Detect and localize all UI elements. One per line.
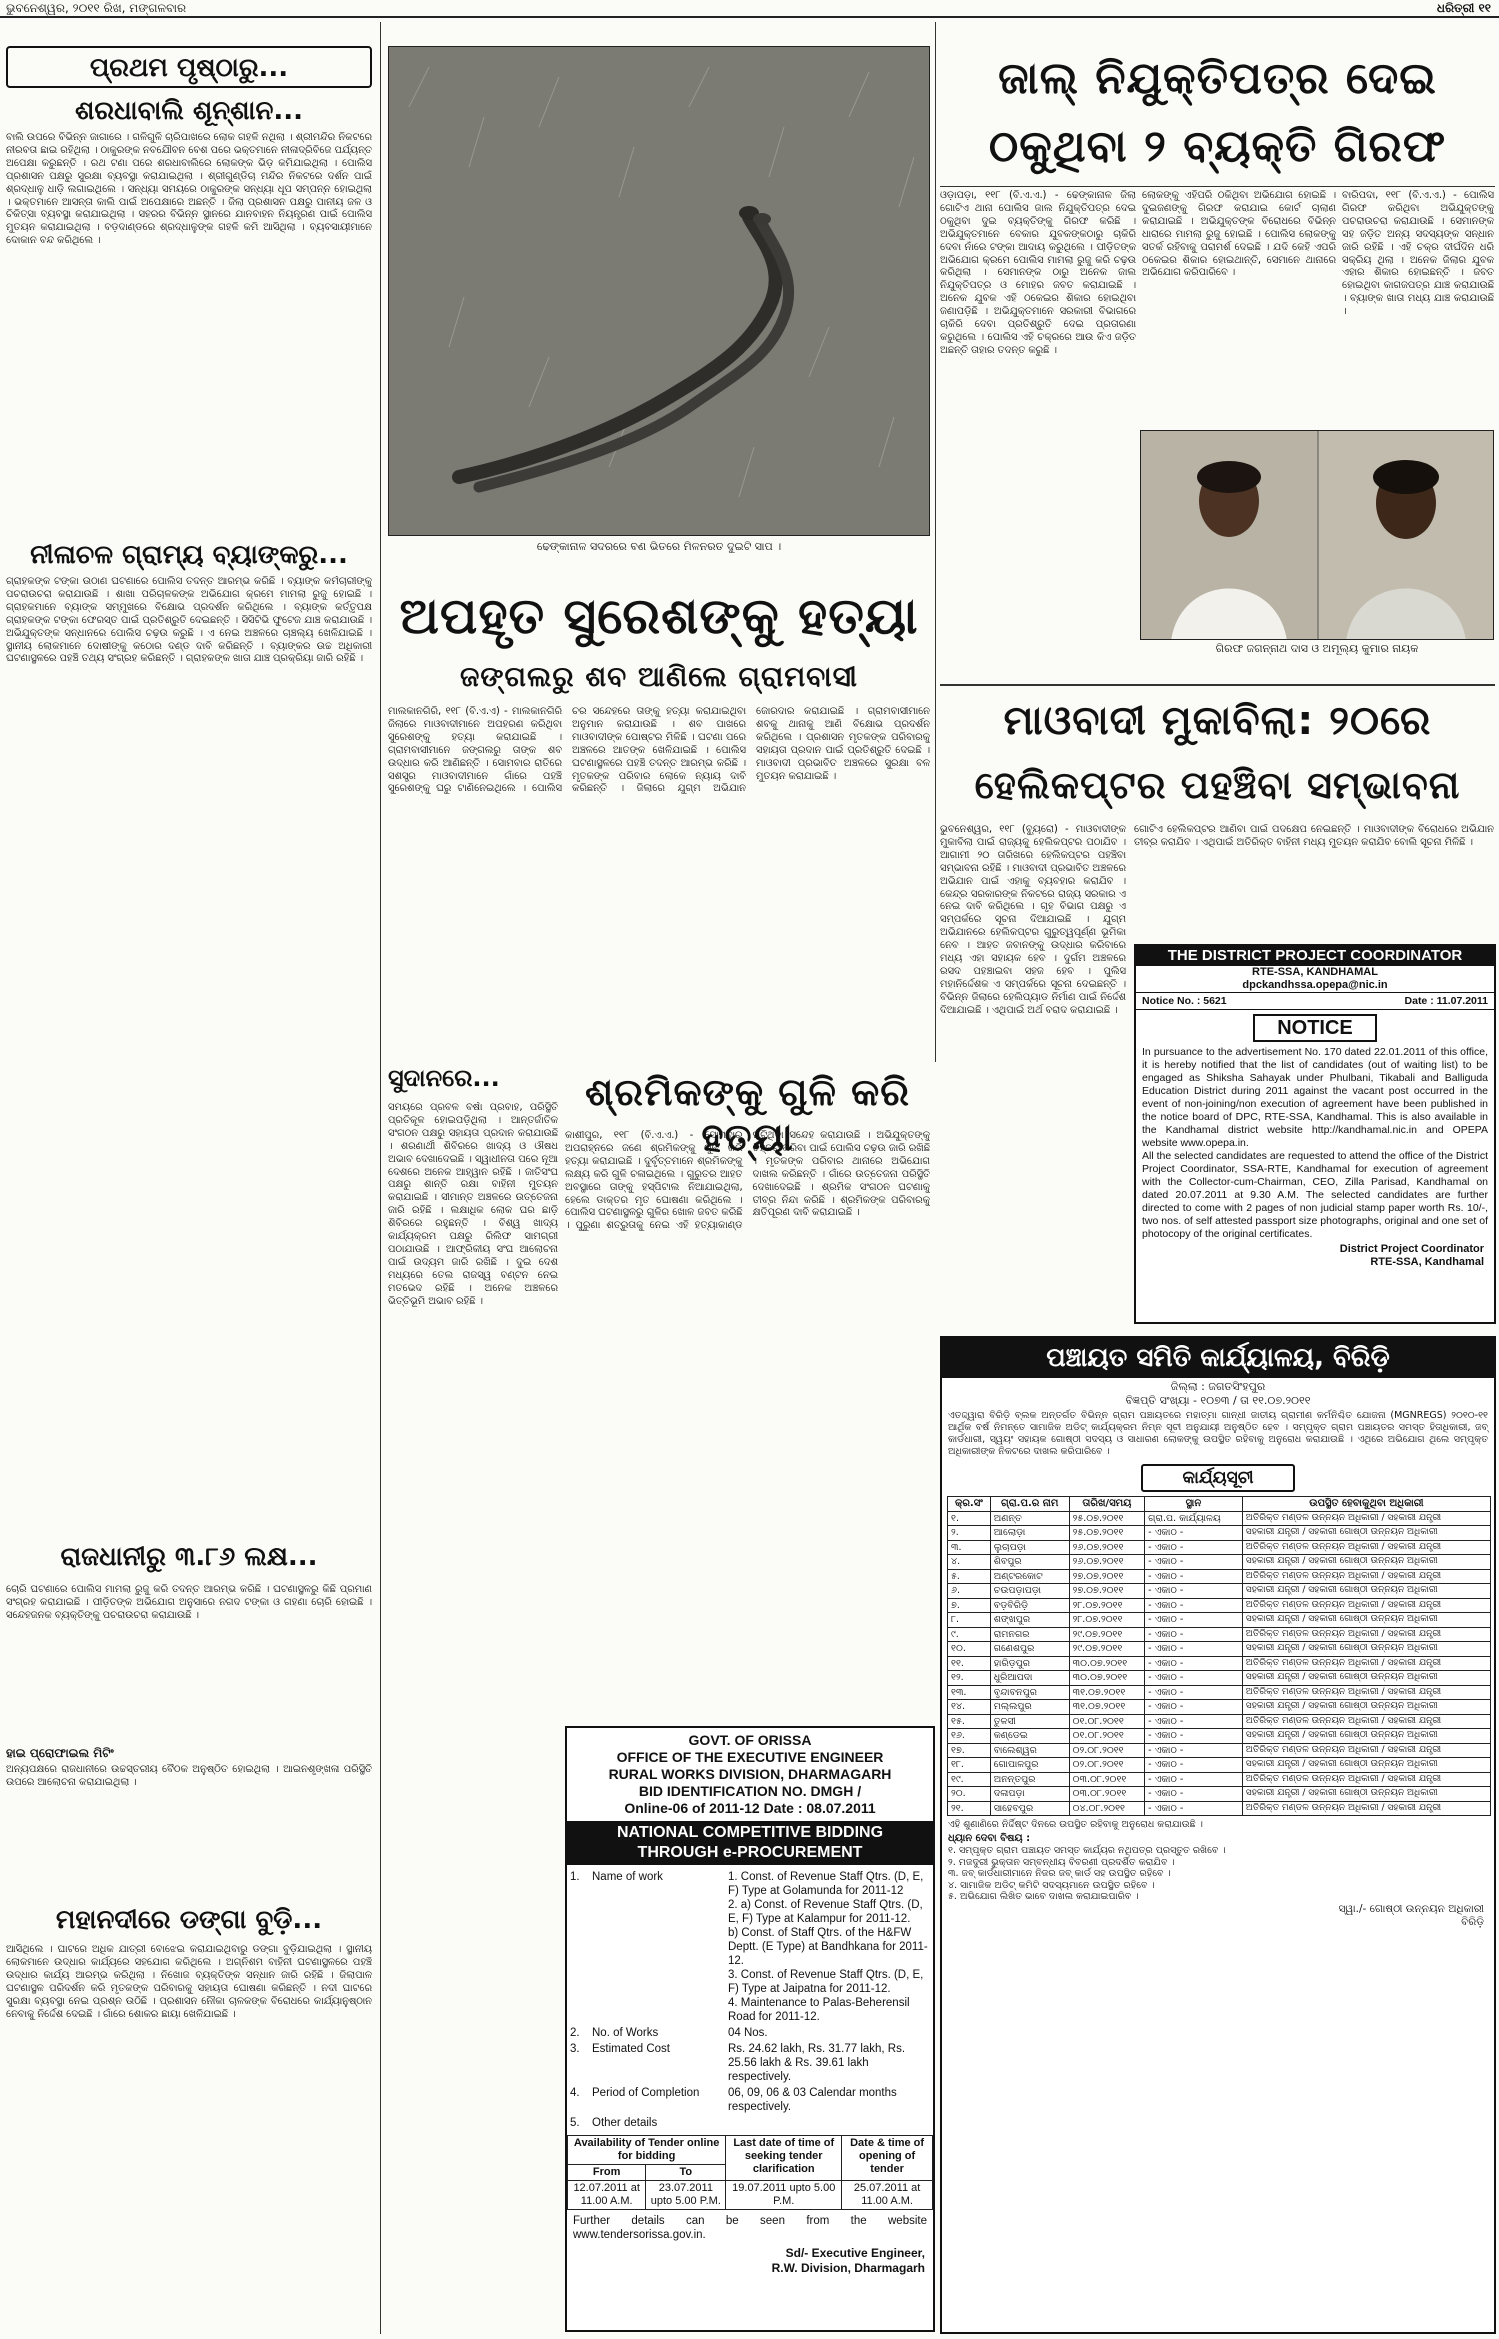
schedule-cell-dt: ୩୦.୦୭.୨୦୧୧	[1069, 1671, 1145, 1686]
section-title: ପ୍ରଥମ ପୃଷ୍ଠାରୁ...	[6, 46, 372, 88]
note-item: ୩. ଜବ୍ କାର୍ଡଧାରୀମାନେ ନିଜର ଜବ୍ କାର୍ଡ ସହ ଉପସ୍ଥିତ ରହିବେ ।	[948, 1868, 1171, 1879]
schedule-cell-place: - ଏକାଠ -	[1145, 1700, 1243, 1715]
schedule-cell-gp: ଶଙ୍ଖପୁର	[990, 1613, 1069, 1628]
schedule-header: ଗ୍ରା.ପ.ର ନାମ	[990, 1497, 1069, 1512]
tender-row-label: Period of Completion	[592, 2087, 700, 2099]
tender-govt: GOVT. OF ORISSA	[688, 1732, 812, 1748]
schedule-cell-place: - ଏକାଠ -	[1145, 1743, 1243, 1758]
notice-place: RTE-SSA, KANDHAMAL	[1252, 966, 1378, 978]
schedule-cell-gp: ଧୁରିଆପଦା	[990, 1671, 1069, 1686]
tender-row-label: Estimated Cost	[592, 2043, 670, 2055]
arrest-photo	[1140, 430, 1494, 640]
schedule-cell-n: ୧୬.	[948, 1729, 991, 1744]
schedule-cell-dt: ୨୬.୦୭.୨୦୧୧	[1069, 1555, 1145, 1570]
schedule-cell-place: - ଏକାଠ -	[1145, 1526, 1243, 1541]
schedule-cell-dt: ୦୪.୦୮.୨୦୧୧	[1069, 1801, 1145, 1816]
to-head: To	[646, 2165, 726, 2181]
schedule-cell-n: ୨.	[948, 1526, 991, 1541]
schedule-cell-off: ସହକାରୀ ଯନ୍ତ୍ରୀ / ସହକାରୀ ଗୋଷ୍ଠୀ ଉନ୍ନୟନ ଅଧିକାରୀ	[1242, 1555, 1490, 1570]
story-body: ଗ୍ରାହକଙ୍କ ଟଙ୍କା ଉଠାଣ ଘଟଣାରେ ପୋଲିସ ତଦନ୍ତ ଆରମ୍ଭ କରିଛି । ବ୍ୟାଙ୍କ କର୍ମଚାରୀଙ୍କୁ ପଚରାଉଚରା କରାଯାଉଛି । ଶାଖା ପରିଚାଳକଙ୍କ ଅଭିଯୋଗ କ୍ରମେ ମାମଲା ରୁଜୁ ହୋଇଛି । ଗ୍ରାହକମାନେ ବ୍ୟାଙ୍କ ସମ୍ମୁଖରେ ବିକ୍ଷୋଭ ପ୍ରଦର୍ଶନ କରିଥିଲେ । ବ୍ୟାଙ୍କ କର୍ତ୍ତୃପକ୍ଷ ଗ୍ରାହକଙ୍କ ଟଙ୍କା ଫେରସ୍ତ ପାଇଁ ପ୍ରତିଶ୍ରୁତି ଦେଇଛନ୍ତି । ସିସିଟିଭି ଫୁଟେଜ ଯାଞ୍ଚ କରାଯାଉଛି । ଅଭିଯୁକ୍ତଙ୍କ ସନ୍ଧାନରେ ପୋଲିସ ଚଢ଼ଉ କରୁଛି । ଏ ନେଇ ଅଞ୍ଚଳରେ ଚାଞ୍ଚଲ୍ୟ ଖେଳିଯାଇଛି । ସ୍ଥାନୀୟ ଲୋକମାନେ ଦୋଷୀଙ୍କୁ କଠୋର ଦଣ୍ଡ ଦାବି କରିଛନ୍ତି । ବ୍ୟାଙ୍କର ଉଚ୍ଚ ଅଧିକାରୀ ଘଟଣାସ୍ଥଳରେ ପହଞ୍ଚି ତଥ୍ୟ ସଂଗ୍ରହ କରିଛନ୍ତି । ଗ୍ରାହକଙ୍କ ଖାତା ଯାଞ୍ଚ ପ୍ରକ୍ରିୟା ଜାରି ରହିଛି ।	[6, 576, 372, 665]
tender-office: OFFICE OF THE EXECUTIVE ENGINEER	[616, 1749, 884, 1765]
arrest-photo-caption: ଗିରଫ ଜଗନ୍ନାଥ ଦାସ ଓ ଅମୂଲ୍ୟ କୁମାର ନାୟକ	[1215, 642, 1419, 655]
panchayat-notice	[940, 1336, 1496, 2334]
schedule-cell-place: - ଏକାଠ -	[1145, 1656, 1243, 1671]
schedule-cell-dt: ୨୮.୦୭.୨୦୧୧	[1069, 1598, 1145, 1613]
schedule-cell-dt: ୩୧.୦୭.୨୦୧୧	[1069, 1700, 1145, 1715]
right-headline-2: ଠକୁଥିବା ୨ ବ୍ୟକ୍ତି ଗିରଫ	[988, 121, 1447, 172]
schedule-cell-n: ୧୪.	[948, 1700, 991, 1715]
schedule-cell-place: - ଏକାଠ -	[1145, 1772, 1243, 1787]
schedule-cell-n: ୩.	[948, 1540, 991, 1555]
schedule-row	[948, 1555, 1491, 1570]
schedule-cell-n: ୨୧.	[948, 1801, 991, 1816]
schedule-cell-gp: ଶିବପୁର	[990, 1555, 1069, 1570]
notice-title: NOTICE	[1253, 1014, 1377, 1042]
schedule-cell-off: ଅତିରିକ୍ତ ମଣ୍ଡଳ ଉନ୍ନୟନ ଅଧିକାରୀ / ସହକାରୀ ଯନ୍ତ୍ରୀ	[1242, 1685, 1490, 1700]
open-value: 25.07.2011 at 11.00 A.M.	[842, 2181, 933, 2210]
schedule-cell-gp: ତୁଳସୀ	[990, 1714, 1069, 1729]
lead-headline: ଅପହୃତ ସୁରେଶଙ୍କୁ ହତ୍ୟା	[399, 587, 919, 645]
from-value: 12.07.2011 at 11.00 A.M.	[568, 2181, 646, 2210]
maoist-body-2: ଗୋଟିଏ ହେଲିକପ୍ଟର ଆଣିବା ପାଇଁ ପଦକ୍ଷେପ ନେଇଛନ୍ତି । ମାଓବାଦୀଙ୍କ ବିରୋଧରେ ଅଭିଯାନ ତୀବ୍ର କରାଯିବ । ଏଥିପାଇଁ ଅତିରିକ୍ତ ବାହିନୀ ମଧ୍ୟ ମୁତୟନ କରାଯିବ ବୋଲି ସୂଚନା ମିଳିଛି ।	[1134, 824, 1494, 848]
schedule-header: କ୍ର.ସଂ	[948, 1497, 991, 1512]
schedule-cell-off: ସହକାରୀ ଯନ୍ତ୍ରୀ / ସହକାରୀ ଗୋଷ୍ଠୀ ଉନ୍ନୟନ ଅଧିକାରୀ	[1242, 1729, 1490, 1744]
tender-bid-id: BID IDENTIFICATION NO. DMGH /	[638, 1783, 862, 1799]
schedule-cell-n: ୧୩.	[948, 1685, 991, 1700]
notice-number: Notice No. : 5621	[1142, 995, 1227, 1007]
dpc-notice	[1134, 944, 1496, 1324]
schedule-title: କାର୍ଯ୍ୟସୂଚୀ	[1141, 1464, 1295, 1492]
snake-photo	[388, 46, 930, 536]
schedule-cell-gp: ରାମନଗର	[990, 1627, 1069, 1642]
schedule-cell-n: ୬.	[948, 1584, 991, 1599]
tender-row	[567, 1869, 933, 2025]
schedule-cell-n: ୮.	[948, 1613, 991, 1628]
schedule-cell-place: - ଏକାଠ -	[1145, 1584, 1243, 1599]
tender-row-value: Rs. 24.62 lakh, Rs. 31.77 lakh, Rs. 25.56 lakh & Rs. 39.61 lakh respectively.	[728, 2043, 906, 2083]
schedule-cell-n: ୧୮.	[948, 1758, 991, 1773]
schedule-cell-off: ସହକାରୀ ଯନ୍ତ୍ରୀ / ସହକାରୀ ଗୋଷ୍ଠୀ ଉନ୍ନୟନ ଅଧିକାରୀ	[1242, 1787, 1490, 1802]
panchayat-ref: ବିଜ୍ଞପ୍ତି ସଂଖ୍ୟା - ୧୦୭୩ / ତା ୧୧.୦୭.୨୦୧୧	[1125, 1394, 1311, 1407]
portrait-illustration	[1141, 431, 1494, 640]
schedule-cell-n: ୫.	[948, 1569, 991, 1584]
sub-story-body: ସମୟରେ ପ୍ରବଳ ବର୍ଷା ପ୍ରବାହ, ପରିସ୍ଥିତି ପ୍ରତିକୂଳ ହୋଇପଡ଼ିଥିଲା । ଆନ୍ତର୍ଜାତିକ ସଂଗଠନ ପକ୍ଷରୁ ସହାୟତା ପ୍ରଦାନ କରାଯାଉଛି । ଶରଣାର୍ଥୀ ଶିବିରରେ ଖାଦ୍ୟ ଓ ଔଷଧ ଅଭାବ ଦେଖାଦେଇଛି । ସ୍ୱାଧୀନତା ପରେ ନୂଆ ଦେଶରେ ଅନେକ ଆହ୍ୱାନ ରହିଛି । ଜାତିସଂଘ ପକ୍ଷରୁ ଶାନ୍ତି ରକ୍ଷା ବାହିନୀ ମୁତୟନ କରାଯାଇଛି । ସୀମାନ୍ତ ଅଞ୍ଚଳରେ ଉତ୍ତେଜନା ଜାରି ରହିଛି । ଲକ୍ଷାଧିକ ଲୋକ ଘର ଛାଡ଼ି ଶିବିରରେ ରହୁଛନ୍ତି । ବିଶ୍ୱ ଖାଦ୍ୟ କାର୍ଯ୍ୟକ୍ରମ ପକ୍ଷରୁ ରିଲିଫ ସାମଗ୍ରୀ ପଠାଯାଉଛି । ଆଫ୍ରିକୀୟ ସଂଘ ଆଲୋଚନା ପାଇଁ ଉଦ୍ୟମ ଜାରି ରଖିଛି । ଦୁଇ ଦେଶ ମଧ୍ୟରେ ତେଲ ରାଜସ୍ୱ ବଣ୍ଟନ ନେଇ ମତଭେଦ ରହିଛି । ଅନେକ ଅଞ୍ଚଳରେ ଭିତ୍ତିଭୂମି ଅଭାବ ରହିଛି ।	[388, 1102, 558, 1307]
schedule-cell-n: ୭.	[948, 1598, 991, 1613]
schedule-cell-gp: ସାହେବପୁର	[990, 1801, 1069, 1816]
tender-division: RURAL WORKS DIVISION, DHARMAGARH	[608, 1766, 892, 1782]
schedule-cell-off: ସହକାରୀ ଯନ୍ତ୍ରୀ / ସହକାରୀ ଗୋଷ୍ଠୀ ଉନ୍ନୟନ ଅଧିକାରୀ	[1242, 1671, 1490, 1686]
maoist-headline-1: ମାଓବାଦୀ ମୁକାବିଲା: ୨୦ରେ	[1003, 698, 1432, 744]
schedule-cell-dt: ୨୯.୦୭.୨୦୧୧	[1069, 1642, 1145, 1657]
schedule-table	[947, 1496, 1491, 1816]
right-story-body-2: ଲୋକଙ୍କୁ ଏହିପରି ଠକିଥିବା ଅଭିଯୋଗ ହୋଇଛି । ଦୁଇଜଣଙ୍କୁ ଗିରଫ କରାଯାଇ କୋର୍ଟ ଚାଲାଣ କରାଯାଇଛି । ଅଭିଯୁକ୍ତଙ୍କ ବିରୋଧରେ ବିଭିନ୍ନ ଧାରାରେ ମାମଲା ରୁଜୁ ହୋଇଛି । ପୋଲିସ ଲୋକଙ୍କୁ ସତର୍କ ରହିବାକୁ ପରାମର୍ଶ ଦେଇଛି । ଯଦି କେହି ଏପରି ଠକେଇର ଶିକାର ହୋଇଥାନ୍ତି, ସେମାନେ ଥାନାରେ ଅଭିଯୋଗ କରିପାରିବେ ।	[1142, 190, 1336, 279]
from-head: From	[568, 2165, 646, 2181]
schedule-cell-place: - ଏକାଠ -	[1145, 1787, 1243, 1802]
story-title: ନୀଳାଚଳ ଗ୍ରାମ୍ୟ ବ୍ୟାଙ୍କରୁ...	[30, 540, 348, 570]
schedule-cell-n: ୧.	[948, 1511, 991, 1526]
right-story-body: ଓଡ଼ାପଡ଼ା, ୧୧୮ (ବି.ଏ.ଏ.) - ଢେଙ୍କାନାଳ ଜିଲା ଗୋଟିଏ ଥାନା ପୋଲିସ ଜାଲ ନିଯୁକ୍ତିପତ୍ର ଦେଇ ଠକୁଥିବା ଦୁଇ ବ୍ୟକ୍ତିଙ୍କୁ ଗିରଫ କରିଛି । ଅଭିଯୁକ୍ତମାନେ ବେକାର ଯୁବକଙ୍କଠାରୁ ଚାକିରି ଦେବା ନାଁରେ ଟଙ୍କା ଆଦାୟ କରୁଥିଲେ । ପୀଡ଼ିତଙ୍କ ଅଭିଯୋଗ କ୍ରମେ ପୋଲିସ ମାମଲା ରୁଜୁ କରି ଚଢ଼ଉ କରିଥିଲା । ସେମାନଙ୍କ ଠାରୁ ଅନେକ ଜାଲ ନିଯୁକ୍ତିପତ୍ର ଓ ମୋହର ଜବତ କରାଯାଇଛି । ଅନେକ ଯୁବକ ଏହି ଠକେଇର ଶିକାର ହୋଇଥିବା ଜଣାପଡ଼ିଛି । ଅଭିଯୁକ୍ତମାନେ ସରକାରୀ ବିଭାଗରେ ଚାକିରି ଦେବା ପ୍ରତିଶ୍ରୁତି ଦେଇ ପ୍ରତାରଣା କରୁଥିଲେ । ପୋଲିସ ଏହି ଚକ୍ରରେ ଆଉ କିଏ ଜଡ଼ିତ ଅଛନ୍ତି ତାହାର ତଦନ୍ତ କରୁଛି ।	[940, 190, 1136, 356]
schedule-cell-dt: ୩୦.୦୭.୨୦୧୧	[1069, 1656, 1145, 1671]
schedule-cell-dt: ୨୯.୦୭.୨୦୧୧	[1069, 1627, 1145, 1642]
schedule-row	[948, 1685, 1491, 1700]
schedule-cell-off: ଅତିରିକ୍ତ ମଣ୍ଡଳ ଉନ୍ନୟନ ଅଧିକାରୀ / ସହକାରୀ ଯନ୍ତ୍ରୀ	[1242, 1772, 1490, 1787]
divider	[940, 684, 1495, 686]
schedule-header: ତାରିଖ/ସମୟ	[1069, 1497, 1145, 1512]
schedule-cell-off: ଅତିରିକ୍ତ ମଣ୍ଡଳ ଉନ୍ନୟନ ଅଧିକାରୀ / ସହକାରୀ ଯନ୍ତ୍ରୀ	[1242, 1569, 1490, 1584]
tender-row-num: 5.	[570, 2117, 580, 2129]
masthead	[0, 0, 1499, 18]
story-body: ବାଲି ଉପରେ ବିଭିନ୍ନ ଜାଗାରେ । ଗଳିଗୁଳି ଚାରିପାଖରେ ଲୋକ ଗହଳି ନଥିଲା । ଶ୍ରୀମନ୍ଦିର ନିକଟରେ ନୀରବତା ଛାଇ ରହିଥିଲା । ଠାକୁରଙ୍କ ନବଯୌବନ ବେଶ ପରେ ଭକ୍ତମାନେ ନୀଳାଦ୍ରିବିଜେ ପର୍ଯ୍ୟନ୍ତ ଅପେକ୍ଷା କରୁଛନ୍ତି । ରଥ ଟଣା ପରେ ଶରଧାବାଲିରେ ଲୋକଙ୍କ ଭିଡ଼ କମିଯାଇଥିଲା । ପୋଲିସ ପ୍ରଶାସନ ପକ୍ଷରୁ ସୁରକ୍ଷା ବ୍ୟବସ୍ଥା କରାଯାଇଥିଲା । ଶ୍ରୀଗୁଣ୍ଡିଚା ମନ୍ଦିର ନିକଟରେ ଦର୍ଶନ ପାଇଁ ଶ୍ରଦ୍ଧାଳୁ ଧାଡ଼ି ଲଗାଇଥିଲେ । ସନ୍ଧ୍ୟା ସମୟରେ ଠାକୁରଙ୍କ ସନ୍ଧ୍ୟା ଧୂପ ସମ୍ପନ୍ନ ହୋଇଥିଲା । ଭକ୍ତମାନେ ଆସନ୍ତା କାଲି ପାଇଁ ଅପେକ୍ଷାରେ ଅଛନ୍ତି । ଜିଲା ପ୍ରଶାସନ ପକ୍ଷରୁ ପାନୀୟ ଜଳ ଓ ଚିକିତ୍ସା ବ୍ୟବସ୍ଥା କରାଯାଇଥିଲା । ସହରର ବିଭିନ୍ନ ସ୍ଥାନରେ ଯାନବାହନ ନିୟନ୍ତ୍ରଣ ପାଇଁ ପୋଲିସ ମୁତୟନ କରାଯାଇଥିଲା । ବଡ଼ଦାଣ୍ଡରେ ଶ୍ରଦ୍ଧାଳୁଙ୍କ ଗହଳି କମି ଆସିଥିଲା । ବ୍ୟବସାୟୀମାନେ ଦୋକାନ ବନ୍ଦ କରିଥିଲେ ।	[6, 132, 372, 247]
schedule-row	[948, 1671, 1491, 1686]
page-number: ଧରିତ୍ରୀ ୧୧	[1436, 1, 1491, 15]
note-item: ୫. ଅଭିଯୋଗ ଲିଖିତ ଭାବେ ଦାଖଲ କରାଯାଇପାରିବ ।	[948, 1891, 1139, 1902]
tender-row-value: 04 Nos.	[728, 2027, 768, 2039]
story-body: ଆସିଥିଲେ । ଘାଟରେ ଅଧିକ ଯାତ୍ରୀ ବୋଝେଇ କରାଯାଇଥିବାରୁ ଡଙ୍ଗା ବୁଡ଼ିଯାଇଥିଲା । ସ୍ଥାନୀୟ ଲୋକମାନେ ଉଦ୍ଧାର କାର୍ଯ୍ୟରେ ସହଯୋଗ କରିଥିଲେ । ଅଗ୍ନିଶମ ବାହିନୀ ଘଟଣାସ୍ଥଳରେ ପହଞ୍ଚି ଉଦ୍ଧାର କାର୍ଯ୍ୟ ଆରମ୍ଭ କରିଥିଲା । ନିଖୋଜ ବ୍ୟକ୍ତିଙ୍କ ସନ୍ଧାନ ଜାରି ରହିଛି । ଜିଲାପାଳ ଘଟଣାସ୍ଥଳ ପରିଦର୍ଶନ କରି ମୃତକଙ୍କ ପରିବାରକୁ ସହାୟତା ଘୋଷଣା କରିଛନ୍ତି । ନଦୀ ଘାଟରେ ସୁରକ୍ଷା ବ୍ୟବସ୍ଥା ନେଇ ପ୍ରଶ୍ନ ଉଠିଛି । ପ୍ରଶାସନ ନୌକା ଚାଳକଙ୍କ ବିରୋଧରେ କାର୍ଯ୍ୟାନୁଷ୍ଠାନ ନେବାକୁ ନିର୍ଦ୍ଦେଶ ଦେଇଛି । ଗାଁରେ ଶୋକର ଛାୟା ଖେଳିଯାଇଛି ।	[6, 1944, 372, 2020]
schedule-cell-place: - ଏକାଠ -	[1145, 1801, 1243, 1816]
schedule-cell-place: - ଏକାଠ -	[1145, 1598, 1243, 1613]
schedule-cell-place: - ଏକାଠ -	[1145, 1613, 1243, 1628]
schedule-row	[948, 1743, 1491, 1758]
snake-illustration	[389, 47, 930, 536]
maoist-body: ଭୁବନେଶ୍ୱର, ୧୧୮ (ବ୍ୟୁରୋ) - ମାଓବାଦୀଙ୍କ ମୁକାବିଲା ପାଇଁ ରାଜ୍ୟକୁ ହେଲିକପ୍ଟର ପଠାଯିବ । ଆଗାମୀ ୨୦ ତାରିଖରେ ହେଲିକପ୍ଟର ପହଞ୍ଚିବା ସମ୍ଭାବନା ରହିଛି । ମାଓବାଦୀ ପ୍ରଭାବିତ ଅଞ୍ଚଳରେ ଅଭିଯାନ ପାଇଁ ଏହାକୁ ବ୍ୟବହାର କରାଯିବ । କେନ୍ଦ୍ର ସରକାରଙ୍କ ନିକଟରେ ରାଜ୍ୟ ସରକାର ଏ ନେଇ ଦାବି କରିଥିଲେ । ଗୃହ ବିଭାଗ ପକ୍ଷରୁ ଏ ସମ୍ପର୍କରେ ସୂଚନା ଦିଆଯାଇଛି । ଯୁଗ୍ମ ଅଭିଯାନରେ ହେଲିକପ୍ଟର ଗୁରୁତ୍ୱପୂର୍ଣ୍ଣ ଭୂମିକା ନେବ । ଆହତ ଜବାନଙ୍କୁ ଉଦ୍ଧାର କରିବାରେ ମଧ୍ୟ ଏହା ସହାୟକ ହେବ । ଦୁର୍ଗମ ଅଞ୍ଚଳରେ ରସଦ ପହଞ୍ଚାଇବା ସହଜ ହେବ । ପୁଲିସ ମହାନିର୍ଦ୍ଦେଶକ ଏ ସମ୍ପର୍କରେ ସୂଚନା ଦେଇଛନ୍ତି । ବିଭିନ୍ନ ଜିଲାରେ ହେଲିପ୍ୟାଡ ନିର୍ମାଣ ପାଇଁ ନିର୍ଦ୍ଦେଶ ଦିଆଯାଇଛି । ଏଥିପାଇଁ ଅର୍ଥ ବରାଦ କରାଯାଇଛି ।	[940, 824, 1126, 1016]
schedule-cell-place: - ଏକାଠ -	[1145, 1569, 1243, 1584]
schedule-cell-dt: ୦୨.୦୮.୨୦୧୧	[1069, 1743, 1145, 1758]
schedule-row	[948, 1598, 1491, 1613]
tender-sign-1: Sd/- Executive Engineer,	[785, 2246, 925, 2260]
schedule-cell-place: - ଏକାଠ -	[1145, 1671, 1243, 1686]
schedule-cell-dt: ୨୫.୦୭.୨୦୧୧	[1069, 1526, 1145, 1541]
column-rule	[935, 22, 936, 1062]
schedule-cell-gp: ଗଣେଶପୁର	[990, 1642, 1069, 1657]
notes-list	[942, 1845, 1494, 1903]
schedule-cell-place: - ଏକାଠ -	[1145, 1627, 1243, 1642]
schedule-cell-dt: ୨୫.୦୭.୨୦୧୧	[1069, 1511, 1145, 1526]
schedule-row	[948, 1540, 1491, 1555]
schedule-cell-off: ସହକାରୀ ଯନ୍ତ୍ରୀ / ସହକାରୀ ଗୋଷ୍ଠୀ ଉନ୍ନୟନ ଅଧିକାରୀ	[1242, 1613, 1490, 1628]
schedule-row	[948, 1714, 1491, 1729]
schedule-cell-n: ୧୫.	[948, 1714, 991, 1729]
schedule-cell-dt: ୨୬.୦୭.୨୦୧୧	[1069, 1540, 1145, 1555]
schedule-cell-gp: ମଲ୍ଲପୁର	[990, 1700, 1069, 1715]
schedule-cell-n: ୧୦.	[948, 1642, 991, 1657]
schedule-cell-gp: କଣ୍ଡେଇ	[990, 1729, 1069, 1744]
panchayat-footnote: ଏହି ଶୁଣାଣିରେ ନିର୍ଦ୍ଦିଷ୍ଟ ଦିନରେ ଉପସ୍ଥିତ ରହିବାକୁ ଅନୁରୋଧ କରାଯାଉଛି ।	[948, 1819, 1203, 1830]
panchayat-sign-2: ବିରିଡ଼ି	[1461, 1915, 1484, 1928]
column-rule	[380, 22, 381, 2334]
tender-online: Online-06 of 2011-12 Date : 08.07.2011	[624, 1800, 876, 1816]
story-title: ମହାନଦୀରେ ଡଙ୍ଗା ବୁଡ଼ି...	[55, 1905, 323, 1935]
tender-details-table	[567, 1869, 933, 2131]
right-headline-1: ଜାଲ୍ ନିଯୁକ୍ତିପତ୍ର ଦେଇ	[998, 53, 1437, 104]
schedule-cell-n: ୧୧.	[948, 1656, 991, 1671]
avail-head: Availability of Tender online for bidding	[568, 2136, 726, 2165]
schedule-cell-dt: ୦୩.୦୮.୨୦୧୧	[1069, 1772, 1145, 1787]
schedule-cell-place: - ଏକାଠ -	[1145, 1555, 1243, 1570]
notice-date: Date : 11.07.2011	[1404, 995, 1488, 1007]
schedule-cell-gp: ବଡ଼ବିରିଡ଼ି	[990, 1598, 1069, 1613]
schedule-header: ସ୍ଥାନ	[1145, 1497, 1243, 1512]
schedule-cell-dt: ୨୮.୦୭.୨୦୧୧	[1069, 1613, 1145, 1628]
schedule-cell-off: ଅତିରିକ୍ତ ମଣ୍ଡଳ ଉନ୍ନୟନ ଅଧିକାରୀ / ସହକାରୀ ଯନ୍ତ୍ରୀ	[1242, 1627, 1490, 1642]
note-item: ୧. ସମ୍ପୃକ୍ତ ଗ୍ରାମ ପଞ୍ଚାୟତ ସମସ୍ତ କାର୍ଯ୍ୟର ନଥିପତ୍ର ପ୍ରସ୍ତୁତ ରଖିବେ ।	[948, 1845, 1226, 1856]
schedule-cell-gp: ଗୋପାଳପୁର	[990, 1758, 1069, 1773]
schedule-row	[948, 1627, 1491, 1642]
tender-further: Further details can be seen from the website www.tendersorissa.gov.in.	[573, 2215, 927, 2241]
schedule-row	[948, 1584, 1491, 1599]
clar-head: Last date of time of seeking tender clarification	[726, 2136, 842, 2181]
schedule-cell-dt: ୨୭.୦୭.୨୦୧୧	[1069, 1569, 1145, 1584]
notice-sign-1: District Project Coordinator	[1339, 1243, 1484, 1255]
schedule-row	[948, 1758, 1491, 1773]
tender-notice	[565, 1726, 935, 2332]
schedule-cell-place: ଗ୍ରା.ପ. କାର୍ଯ୍ୟାଳୟ	[1145, 1511, 1243, 1526]
tender-dates-table	[567, 2135, 933, 2210]
clar-value: 19.07.2011 upto 5.00 P.M.	[726, 2181, 842, 2210]
note-item: ୪. ସାମାଜିକ ଅଡିଟ୍ କମିଟି ସଦସ୍ୟମାନେ ଉପସ୍ଥିତ ରହିବେ ।	[948, 1879, 1155, 1891]
schedule-cell-gp: ବୃନ୍ଦାବନପୁର	[990, 1685, 1069, 1700]
schedule-cell-off: ସହକାରୀ ଯନ୍ତ୍ରୀ / ସହକାରୀ ଗୋଷ୍ଠୀ ଉନ୍ନୟନ ଅଧିକାରୀ	[1242, 1584, 1490, 1599]
schedule-row	[948, 1801, 1491, 1816]
notice-email: dpckandhssa.opepa@nic.in	[1242, 979, 1388, 991]
tender-row-value: 1. Const. of Revenue Staff Qtrs. (D, E, F) Type at Golamunda for 2011-12 2. a) Const. of Revenue Staff Qtrs. (D, E, F) Type at Kalampur for 2011-12. b) Const. of Staff Qtrs. of the H&FW Deptt. (E Type) at Bandhkana for 2011-12. 3. Const. of Revenue Staff Qtrs. (D, E, F) Type at Jaipatna for 2011-12. 4. Maintenance to Palas-Beherensil Road for 2011-12.	[728, 1871, 928, 2023]
schedule-cell-gp: ଚଉପଡ଼ାପଡ଼ା	[990, 1584, 1069, 1599]
tender-row-num: 3.	[570, 2043, 580, 2055]
photo-caption: ଢେଙ୍କାନାଳ ସଦରରେ ବଣ ଭିତରେ ମିଳନରତ ଦୁଇଟି ସାପ ।	[536, 540, 782, 553]
schedule-cell-place: - ଏକାଠ -	[1145, 1685, 1243, 1700]
schedule-row	[948, 1526, 1491, 1541]
maoist-headline-2: ହେଲିକପ୍ଟର ପହଞ୍ଚିବା ସମ୍ଭାବନା	[974, 763, 1461, 807]
notice-sign-2: RTE-SSA, Kandhamal	[1370, 1256, 1484, 1268]
schedule-cell-off: ସହକାରୀ ଯନ୍ତ୍ରୀ / ସହକାରୀ ଗୋଷ୍ଠୀ ଉନ୍ନୟନ ଅଧିକାରୀ	[1242, 1526, 1490, 1541]
schedule-cell-off: ଅତିରିକ୍ତ ମଣ୍ଡଳ ଉନ୍ନୟନ ଅଧିକାରୀ / ସହକାରୀ ଯନ୍ତ୍ରୀ	[1242, 1743, 1490, 1758]
tender-row-num: 1.	[570, 1871, 580, 1883]
sub-story-title: ସୁଦାନରେ...	[388, 1064, 500, 1092]
tender-row	[567, 2041, 933, 2085]
story-title: ଶରଧାବାଲି ଶୂନ୍‌ଶାନ...	[75, 96, 303, 126]
divider	[940, 186, 1495, 187]
tender-banner-1: NATIONAL COMPETITIVE BIDDING	[616, 1824, 884, 1841]
schedule-cell-n: ୧୨.	[948, 1671, 991, 1686]
lead-subhead: ଜଙ୍ଗଲରୁ ଶବ ଆଣିଲେ ଗ୍ରାମବାସୀ	[459, 660, 858, 693]
schedule-cell-place: - ଏକାଠ -	[1145, 1540, 1243, 1555]
to-value: 23.07.2011 upto 5.00 P.M.	[646, 2181, 726, 2210]
schedule-cell-off: ଅତିରିକ୍ତ ମଣ୍ଡଳ ଉନ୍ନୟନ ଅଧିକାରୀ / ସହକାରୀ ଯନ୍ତ୍ରୀ	[1242, 1801, 1490, 1816]
schedule-cell-gp: ହାରିଡ଼ପୁର	[990, 1656, 1069, 1671]
notice-body: In pursuance to the advertisement No. 170 dated 22.01.2011 of this office, it is hereby notified that the list of candidates (out of waiting list) to be engaged as Shiksha Sahayak under Phulbani, Tikabali and Balliguda Education District during 2011 against the vacant post occurred in the event of non-joining/non execution of agreement have been published in the notice board of DPC, RTE-SSA, Kandhamal. This is also available in the Kandhamal district website http://kandhamal.nic.in and OPEPA website www.opepa.in.	[1142, 1046, 1488, 1149]
schedule-row	[948, 1787, 1491, 1802]
panchayat-sign-1: ସ୍ୱା./- ଗୋଷ୍ଠୀ ଉନ୍ନୟନ ଅଧିକାରୀ	[1338, 1902, 1484, 1915]
dateline: ଭୁବନେଶ୍ୱର, ୨୦୧୧ ରିଖ, ମଙ୍ଗଳବାର	[6, 1, 187, 15]
schedule-row	[948, 1772, 1491, 1787]
schedule-cell-n: ୨୦.	[948, 1787, 991, 1802]
schedule-cell-dt: ୨୭.୦୭.୨୦୧୧	[1069, 1584, 1145, 1599]
schedule-row	[948, 1511, 1491, 1526]
schedule-cell-dt: ୦୩.୦୮.୨୦୧୧	[1069, 1787, 1145, 1802]
schedule-cell-dt: ୦୧.୦୮.୨୦୧୧	[1069, 1714, 1145, 1729]
schedule-cell-off: ଅତିରିକ୍ତ ମଣ୍ଡଳ ଉନ୍ନୟନ ଅଧିକାରୀ / ସହକାରୀ ଯନ୍ତ୍ରୀ	[1242, 1598, 1490, 1613]
panchayat-intro: ଏତଦ୍ଦ୍ୱାରା ବିରିଡ଼ି ବ୍ଲକ ଅନ୍ତର୍ଗତ ବିଭିନ୍ନ ଗ୍ରାମ ପଞ୍ଚାୟତରେ ମହାତ୍ମା ଗାନ୍ଧୀ ଜାତୀୟ ଗ୍ରାମୀଣ କର୍ମନିଶ୍ଚିତ ଯୋଜନା (MGNREGS) ୨୦୧୦-୧୧ ଆର୍ଥିକ ବର୍ଷ ନିମନ୍ତେ ସାମାଜିକ ଅଡିଟ୍ କାର୍ଯ୍ୟକ୍ରମ ନିମ୍ନ ସୂଚୀ ଅନୁଯାୟୀ ଅନୁଷ୍ଠିତ ହେବ । ସମ୍ପୃକ୍ତ ଗ୍ରାମ ପଞ୍ଚାୟତର ସମସ୍ତ ହିତାଧିକାରୀ, ଜବ୍ କାର୍ଡଧାରୀ, ସ୍ୱୟଂ ସହାୟକ ଗୋଷ୍ଠୀ ସଦସ୍ୟ ଓ ସାଧାରଣ ଲୋକଙ୍କୁ ଉପସ୍ଥିତ ରହିବାକୁ ଅନୁରୋଧ କରାଯାଉଛି । ଏଥିରେ ଅଭିଯୋଗ ଥିଲେ ସମ୍ପୃକ୍ତ ଅଧିକାରୀଙ୍କ ନିକଟରେ ଦାଖଲ କରିପାରିବେ ।	[948, 1410, 1488, 1457]
schedule-row	[948, 1569, 1491, 1584]
schedule-cell-place: - ଏକାଠ -	[1145, 1642, 1243, 1657]
story-title: ରାଜଧାନୀରୁ ୩.୮୬ ଲକ୍ଷ...	[60, 1542, 318, 1572]
schedule-cell-off: ସହକାରୀ ଯନ୍ତ୍ରୀ / ସହକାରୀ ଗୋଷ୍ଠୀ ଉନ୍ନୟନ ଅଧିକାରୀ	[1242, 1642, 1490, 1657]
story-body: ଚୋରି ଘଟଣାରେ ପୋଲିସ ମାମଲା ରୁଜୁ କରି ତଦନ୍ତ ଆରମ୍ଭ କରିଛି । ଘଟଣାସ୍ଥଳରୁ କିଛି ପ୍ରମାଣ ସଂଗ୍ରହ କରାଯାଇଛି । ପୀଡ଼ିତଙ୍କ ଅଭିଯୋଗ ଅନୁସାରେ ନଗଦ ଟଙ୍କା ଓ ଗହଣା ଚୋରି ହୋଇଛି । ସନ୍ଦେହଜନକ ବ୍ୟକ୍ତିଙ୍କୁ ପଚରାଉଚରା କରାଯାଉଛି ।	[6, 1584, 372, 1621]
schedule-cell-gp: ଲୁଚାପଡ଼ା	[990, 1540, 1069, 1555]
schedule-header: ଉପସ୍ଥିତ ହେବାକୁଥିବା ଅଧିକାରୀ	[1242, 1497, 1490, 1512]
note-item: ୨. ମଜଦୁରୀ ଭୁକ୍ତାନ ସମ୍ବନ୍ଧୀୟ ବିବରଣୀ ପ୍ରଦର୍ଶିତ କରାଯିବ ।	[948, 1856, 1175, 1868]
schedule-cell-n: ୯.	[948, 1627, 991, 1642]
schedule-cell-gp: ଅଣନ୍ତ	[990, 1511, 1069, 1526]
schedule-row	[948, 1642, 1491, 1657]
schedule-cell-off: ସହକାରୀ ଯନ୍ତ୍ରୀ / ସହକାରୀ ଗୋଷ୍ଠୀ ଉନ୍ନୟନ ଅଧିକାରୀ	[1242, 1758, 1490, 1773]
schedule-cell-gp: ଆଲୋଡ଼ା	[990, 1526, 1069, 1541]
tender-row-value: 06, 09, 06 & 03 Calendar months respectively.	[728, 2087, 897, 2113]
tender-row-label: No. of Works	[592, 2027, 659, 2039]
right-story-body-3: ବାରିପଦା, ୧୧୮ (ବି.ଏ.ଏ.) - ପୋଲିସ ଗିରଫ କରିଥିବା ଅଭିଯୁକ୍ତଙ୍କୁ ପଚରାଉଚରା କରାଯାଉଛି । ସେମାନଙ୍କ ସହ ଜଡ଼ିତ ଅନ୍ୟ ସଦସ୍ୟଙ୍କ ସନ୍ଧାନ ଜାରି ରହିଛି । ଏହି ଚକ୍ର ଦୀର୍ଘଦିନ ଧରି ସକ୍ରିୟ ଥିଲା । ଅନେକ ଜିଲାର ଯୁବକ ଏହାର ଶିକାର ହୋଇଛନ୍ତି । ଜବତ ହୋଇଥିବା କାଗଜପତ୍ର ଯାଞ୍ଚ କରାଯାଉଛି । ବ୍ୟାଙ୍କ ଖାତା ମଧ୍ୟ ଯାଞ୍ଚ କରାଯାଉଛି ।	[1342, 190, 1494, 318]
open-head: Date & time of opening of tender	[842, 2136, 933, 2181]
notice-org: THE DISTRICT PROJECT COORDINATOR	[1136, 946, 1494, 966]
tender-row-label: Other details	[592, 2117, 658, 2129]
schedule-cell-n: ୪.	[948, 1555, 991, 1570]
tender-sign-2: R.W. Division, Dharmagarh	[771, 2261, 925, 2275]
schedule-cell-gp: ବାଲେଶ୍ୱର	[990, 1743, 1069, 1758]
tender-row	[567, 2085, 933, 2115]
schedule-cell-place: - ଏକାଠ -	[1145, 1729, 1243, 1744]
tender-row-num: 4.	[570, 2087, 580, 2099]
panchayat-title: ପଞ୍ଚାୟତ ସମିତି କାର୍ଯ୍ୟାଳୟ, ବିରିଡ଼ି	[942, 1338, 1494, 1378]
panchayat-sub: ଜିଲ୍ଲା : ଜଗତସିଂହପୁର	[1170, 1380, 1266, 1393]
schedule-cell-n: ୧୭.	[948, 1743, 991, 1758]
schedule-row	[948, 1729, 1491, 1744]
schedule-cell-gp: ଦଳାପଡ଼ା	[990, 1787, 1069, 1802]
mid-headline: ଶ୍ରମିକଙ୍କୁ ଗୁଳି କରି ହତ୍ୟା	[584, 1070, 911, 1159]
schedule-cell-n: ୧୯.	[948, 1772, 991, 1787]
schedule-cell-off: ସହକାରୀ ଯନ୍ତ୍ରୀ / ସହକାରୀ ଗୋଷ୍ଠୀ ଉନ୍ନୟନ ଅଧିକାରୀ	[1242, 1700, 1490, 1715]
schedule-cell-dt: ୦୨.୦୮.୨୦୧୧	[1069, 1758, 1145, 1773]
schedule-cell-gp: ଅନନ୍ତପୁର	[990, 1772, 1069, 1787]
notice-body-2: All the selected candidates are requested to attend the office of the District Project Coordinator, SSA-RTE, Kandhamal for execution of agreement with the Collector-cum-Chairman, CEO, Zilla Parisad, Kandhamal on dated 20.07.2011 at 9.30 A.M. The selected candidates are further directed to come with 2 pages of non judicial stamp paper worth Rs. 10/-, two nos. of self attested passport size photographs, original and one set of photocopy of the original certificates.	[1142, 1150, 1488, 1240]
schedule-cell-off: ଅତିରିକ୍ତ ମଣ୍ଡଳ ଉନ୍ନୟନ ଅଧିକାରୀ / ସହକାରୀ ଯନ୍ତ୍ରୀ	[1242, 1540, 1490, 1555]
schedule-cell-dt: ୩୧.୦୭.୨୦୧୧	[1069, 1685, 1145, 1700]
lead-body: ମାଲକାନଗିରି, ୧୧୮ (ବି.ଏ.ଏ) - ମାଲକାନଗିରି ଜିଲାରେ ମାଓବାଦୀମାନେ ଅପହରଣ କରିଥିବା ସୁରେଶଙ୍କୁ ହତ୍ୟା କରାଯାଇଛି । ଗ୍ରାମବାସୀମାନେ ଜଙ୍ଗଲରୁ ତାଙ୍କ ଶବ ଉଦ୍ଧାର କରି ଆଣିଛନ୍ତି । ସୋମବାର ରାତିରେ ସଶସ୍ତ୍ର ମାଓବାଦୀମାନେ ଗାଁରେ ପହଞ୍ଚି ସୁରେଶଙ୍କୁ ଘରୁ ଟାଣିନେଇଥିଲେ । ପୋଲିସ ଚର ସନ୍ଦେହରେ ତାଙ୍କୁ ହତ୍ୟା କରାଯାଇଥିବା ଅନୁମାନ କରାଯାଉଛି । ଶବ ପାଖରେ ମାଓବାଦୀଙ୍କ ପୋଷ୍ଟର ମିଳିଛି । ଘଟଣା ପରେ ଅଞ୍ଚଳରେ ଆତଙ୍କ ଖେଳିଯାଇଛି । ପୋଲିସ ଘଟଣାସ୍ଥଳରେ ପହଞ୍ଚି ତଦନ୍ତ ଆରମ୍ଭ କରିଛି । ମୃତକଙ୍କ ପରିବାର ଲୋକେ ନ୍ୟାୟ ଦାବି କରିଛନ୍ତି । ଜିଲାରେ ଯୁଗ୍ମ ଅଭିଯାନ ଜୋରଦାର କରାଯାଇଛି । ଗ୍ରାମବାସୀମାନେ ଶବକୁ ଥାନାକୁ ଆଣି ବିକ୍ଷୋଭ ପ୍ରଦର୍ଶନ କରିଥିଲେ । ପ୍ରଶାସନ ମୃତକଙ୍କ ପରିବାରକୁ ସହାୟତା ପ୍ରଦାନ ପାଇଁ ପ୍ରତିଶ୍ରୁତି ଦେଇଛି । ମାଓବାଦୀ ପ୍ରଭାବିତ ଅଞ୍ଚଳରେ ସୁରକ୍ଷା ବଳ ମୁତୟନ କରାଯାଇଛି ।	[388, 706, 930, 795]
schedule-cell-off: ଅତିରିକ୍ତ ମଣ୍ଡଳ ଉନ୍ନୟନ ଅଧିକାରୀ / ସହକାରୀ ଯନ୍ତ୍ରୀ	[1242, 1714, 1490, 1729]
tender-row-value	[725, 2115, 933, 2131]
tender-row-label: Name of work	[592, 1871, 663, 1883]
story-body: ଅନ୍ୟପକ୍ଷରେ ରାଜଧାନୀରେ ଉଚ୍ଚସ୍ତରୀୟ ବୈଠକ ଅନୁଷ୍ଠିତ ହୋଇଥିଲା । ଆଇନଶୃଙ୍ଖଳା ପରିସ୍ଥିତି ଉପରେ ଆଲୋଚନା କରାଯାଇଥିଲା ।	[6, 1764, 372, 1788]
mid-body: କାଶୀପୁର, ୧୧୮ (ବି.ଏ.ଏ.) - ସୋମବାର ଅପରାହ୍ନରେ ଜଣେ ଶ୍ରମିକଙ୍କୁ ଗୁଳି କରି ହତ୍ୟା କରାଯାଇଛି । ଦୁର୍ବୃତ୍ତମାନେ ଶ୍ରମିକଙ୍କୁ ଲକ୍ଷ୍ୟ କରି ଗୁଳି ଚଳାଇଥିଲେ । ଗୁରୁତର ଆହତ ଅବସ୍ଥାରେ ତାଙ୍କୁ ହସ୍ପିଟାଲ ନିଆଯାଇଥିଲା, ହେଲେ ଡାକ୍ତର ମୃତ ଘୋଷଣା କରିଥିଲେ । ପୋଲିସ ଘଟଣାସ୍ଥଳରୁ ଗୁଳିର ଖୋଳ ଜବତ କରିଛି । ପୁରୁଣା ଶତ୍ରୁତାକୁ ନେଇ ଏହି ହତ୍ୟାକାଣ୍ଡ ଘଟିଥିବା ସନ୍ଦେହ କରାଯାଉଛି । ଅଭିଯୁକ୍ତଙ୍କୁ ଚିହ୍ନଟ କରିବା ପାଇଁ ପୋଲିସ ଚଢ଼ଉ ଜାରି ରଖିଛି । ମୃତକଙ୍କ ପରିବାର ଥାନାରେ ଅଭିଯୋଗ ଦାଖଲ କରିଛନ୍ତି । ଗାଁରେ ଉତ୍ତେଜନା ପରିସ୍ଥିତି ଦେଖାଦେଇଛି । ଶ୍ରମିକ ସଂଗଠନ ଘଟଣାକୁ ତୀବ୍ର ନିନ୍ଦା କରିଛି । ଶ୍ରମିକଙ୍କ ପରିବାରକୁ କ୍ଷତିପୂରଣ ଦାବି କରାଯାଇଛି ।	[565, 1130, 930, 1232]
schedule-cell-off: ଅତିରିକ୍ତ ମଣ୍ଡଳ ଉନ୍ନୟନ ଅଧିକାରୀ / ସହକାରୀ ଯନ୍ତ୍ରୀ	[1242, 1656, 1490, 1671]
tender-row	[567, 2115, 933, 2131]
schedule-row	[948, 1700, 1491, 1715]
notes-title: ଧ୍ୟାନ ଦେବା ବିଷୟ :	[948, 1833, 1031, 1844]
tender-row	[567, 2025, 933, 2041]
schedule-cell-dt: ୦୧.୦୮.୨୦୧୧	[1069, 1729, 1145, 1744]
story-subhead: ହାଇ ପ୍ରୋଫାଇଲ ମିଟିଂ	[6, 1746, 114, 1760]
schedule-cell-place: - ଏକାଠ -	[1145, 1758, 1243, 1773]
tender-banner-2: THROUGH e-PROCUREMENT	[637, 1844, 863, 1861]
schedule-row	[948, 1656, 1491, 1671]
schedule-cell-place: - ଏକାଠ -	[1145, 1714, 1243, 1729]
tender-row-num: 2.	[570, 2027, 580, 2039]
schedule-row	[948, 1613, 1491, 1628]
schedule-cell-off: ଅତିରିକ୍ତ ମଣ୍ଡଳ ଉନ୍ନୟନ ଅଧିକାରୀ / ସହକାରୀ ଯନ୍ତ୍ରୀ	[1242, 1511, 1490, 1526]
schedule-cell-gp: ଅଣ୍ଟରକୋଟ	[990, 1569, 1069, 1584]
